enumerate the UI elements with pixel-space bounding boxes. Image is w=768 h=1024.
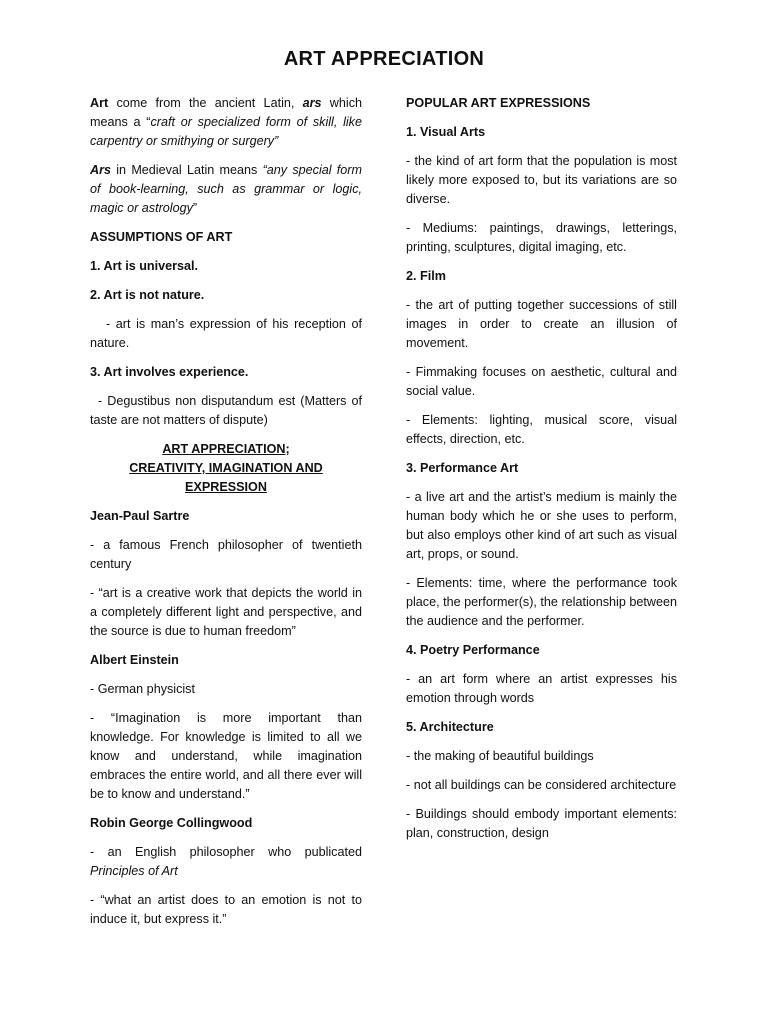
italic-span: “any special form of book-learning, such as grammar or logic, magic or astrology <box>90 163 362 215</box>
document-title: ART APPRECIATION <box>283 48 485 70</box>
film-focus: - Fimmaking focuses on aesthetic, cultural and social value. <box>406 365 677 398</box>
sartre-quote: - “art is a creative work that depicts the world in a completely different light and perspective, and the source is due to human freedom” <box>90 586 362 638</box>
book-title: Principles of Art <box>90 864 178 878</box>
film-heading: 2. Film <box>406 269 446 283</box>
architecture-heading: 5. Architecture <box>406 720 494 734</box>
italic-span: craft or specialized form of skill, like carpentry or smithying or surgery” <box>90 115 362 148</box>
visual-arts-heading: 1. Visual Arts <box>406 125 486 139</box>
assumption-3-description: - Degustibus non disputandum est (Matters of taste are not matters of dispute) <box>90 394 362 427</box>
poetry-performance-heading: 4. Poetry Performance <box>406 643 540 657</box>
film-elements: - Elements: lighting, musical score, visual effects, direction, etc. <box>406 413 677 446</box>
einstein-name: Albert Einstein <box>90 653 179 667</box>
right-column <box>406 94 677 853</box>
film-description: - the art of putting together successions of still images in order to create an illusion of movement. <box>406 298 677 350</box>
assumptions-heading: ASSUMPTIONS OF ART <box>90 230 233 244</box>
architecture-description: - the making of beautiful buildings <box>406 749 594 763</box>
text-span: in Medieval Latin means <box>111 163 263 177</box>
visual-arts-mediums: - Mediums: paintings, drawings, letterings, printing, sculptures, digital imaging, etc. <box>406 221 677 254</box>
einstein-quote: - “Imagination is more important than knowledge. For knowledge is limited to all we know and understand, while imagination embraces the entire world, and all there ever will be to know and understand.” <box>90 711 362 801</box>
assumption-2-description: - art is man’s expression of his reception of nature. <box>90 317 362 350</box>
popular-art-heading: POPULAR ART EXPRESSIONS <box>406 96 591 110</box>
ars-definition-paragraph <box>90 161 362 218</box>
term-ars: ars <box>302 96 322 110</box>
term-art: Art <box>90 96 109 110</box>
text-span: - an English philosopher who publicated <box>90 845 362 859</box>
section-heading: ART APPRECIATION; CREATIVITY, IMAGINATION AND EXPRESSION <box>129 442 323 494</box>
performance-art-heading: 3. Performance Art <box>406 461 519 475</box>
collingwood-quote: - “what an artist does to an emotion is not to induce it, but express it.” <box>90 893 362 926</box>
collingwood-name: Robin George Collingwood <box>90 816 253 830</box>
text-span: ” <box>192 201 198 215</box>
art-definition-paragraph <box>90 94 362 151</box>
sartre-name: Jean-Paul Sartre <box>90 509 190 523</box>
performance-art-elements: - Elements: time, where the performance took place, the performer(s), the relationship between the audience and the performer. <box>406 576 677 628</box>
architecture-note: - not all buildings can be considered architecture <box>406 778 677 792</box>
assumption-1: 1. Art is universal. <box>90 259 199 273</box>
collingwood-description <box>90 843 362 881</box>
text-span: come from the ancient Latin, <box>108 96 303 110</box>
left-column <box>90 94 362 939</box>
assumption-3: 3. Art involves experience. <box>90 365 249 379</box>
sartre-description: - a famous French philosopher of twentieth century <box>90 538 362 571</box>
einstein-description: - German physicist <box>90 682 195 696</box>
performance-art-description: - a live art and the artist’s medium is mainly the human body which he or she uses to perform, but also employs other kind of art such as visual art, props, or sound. <box>406 490 677 561</box>
text-span: which means a “ <box>90 96 362 129</box>
architecture-elements: - Buildings should embody important elements: plan, construction, design <box>406 807 677 840</box>
poetry-performance-description: - an art form where an artist expresses his emotion through words <box>406 672 677 705</box>
visual-arts-description: - the kind of art form that the population is most likely more exposed to, but its variations are so diverse. <box>406 154 677 206</box>
assumption-2: 2. Art is not nature. <box>90 288 205 302</box>
term-ars: Ars <box>90 163 111 177</box>
